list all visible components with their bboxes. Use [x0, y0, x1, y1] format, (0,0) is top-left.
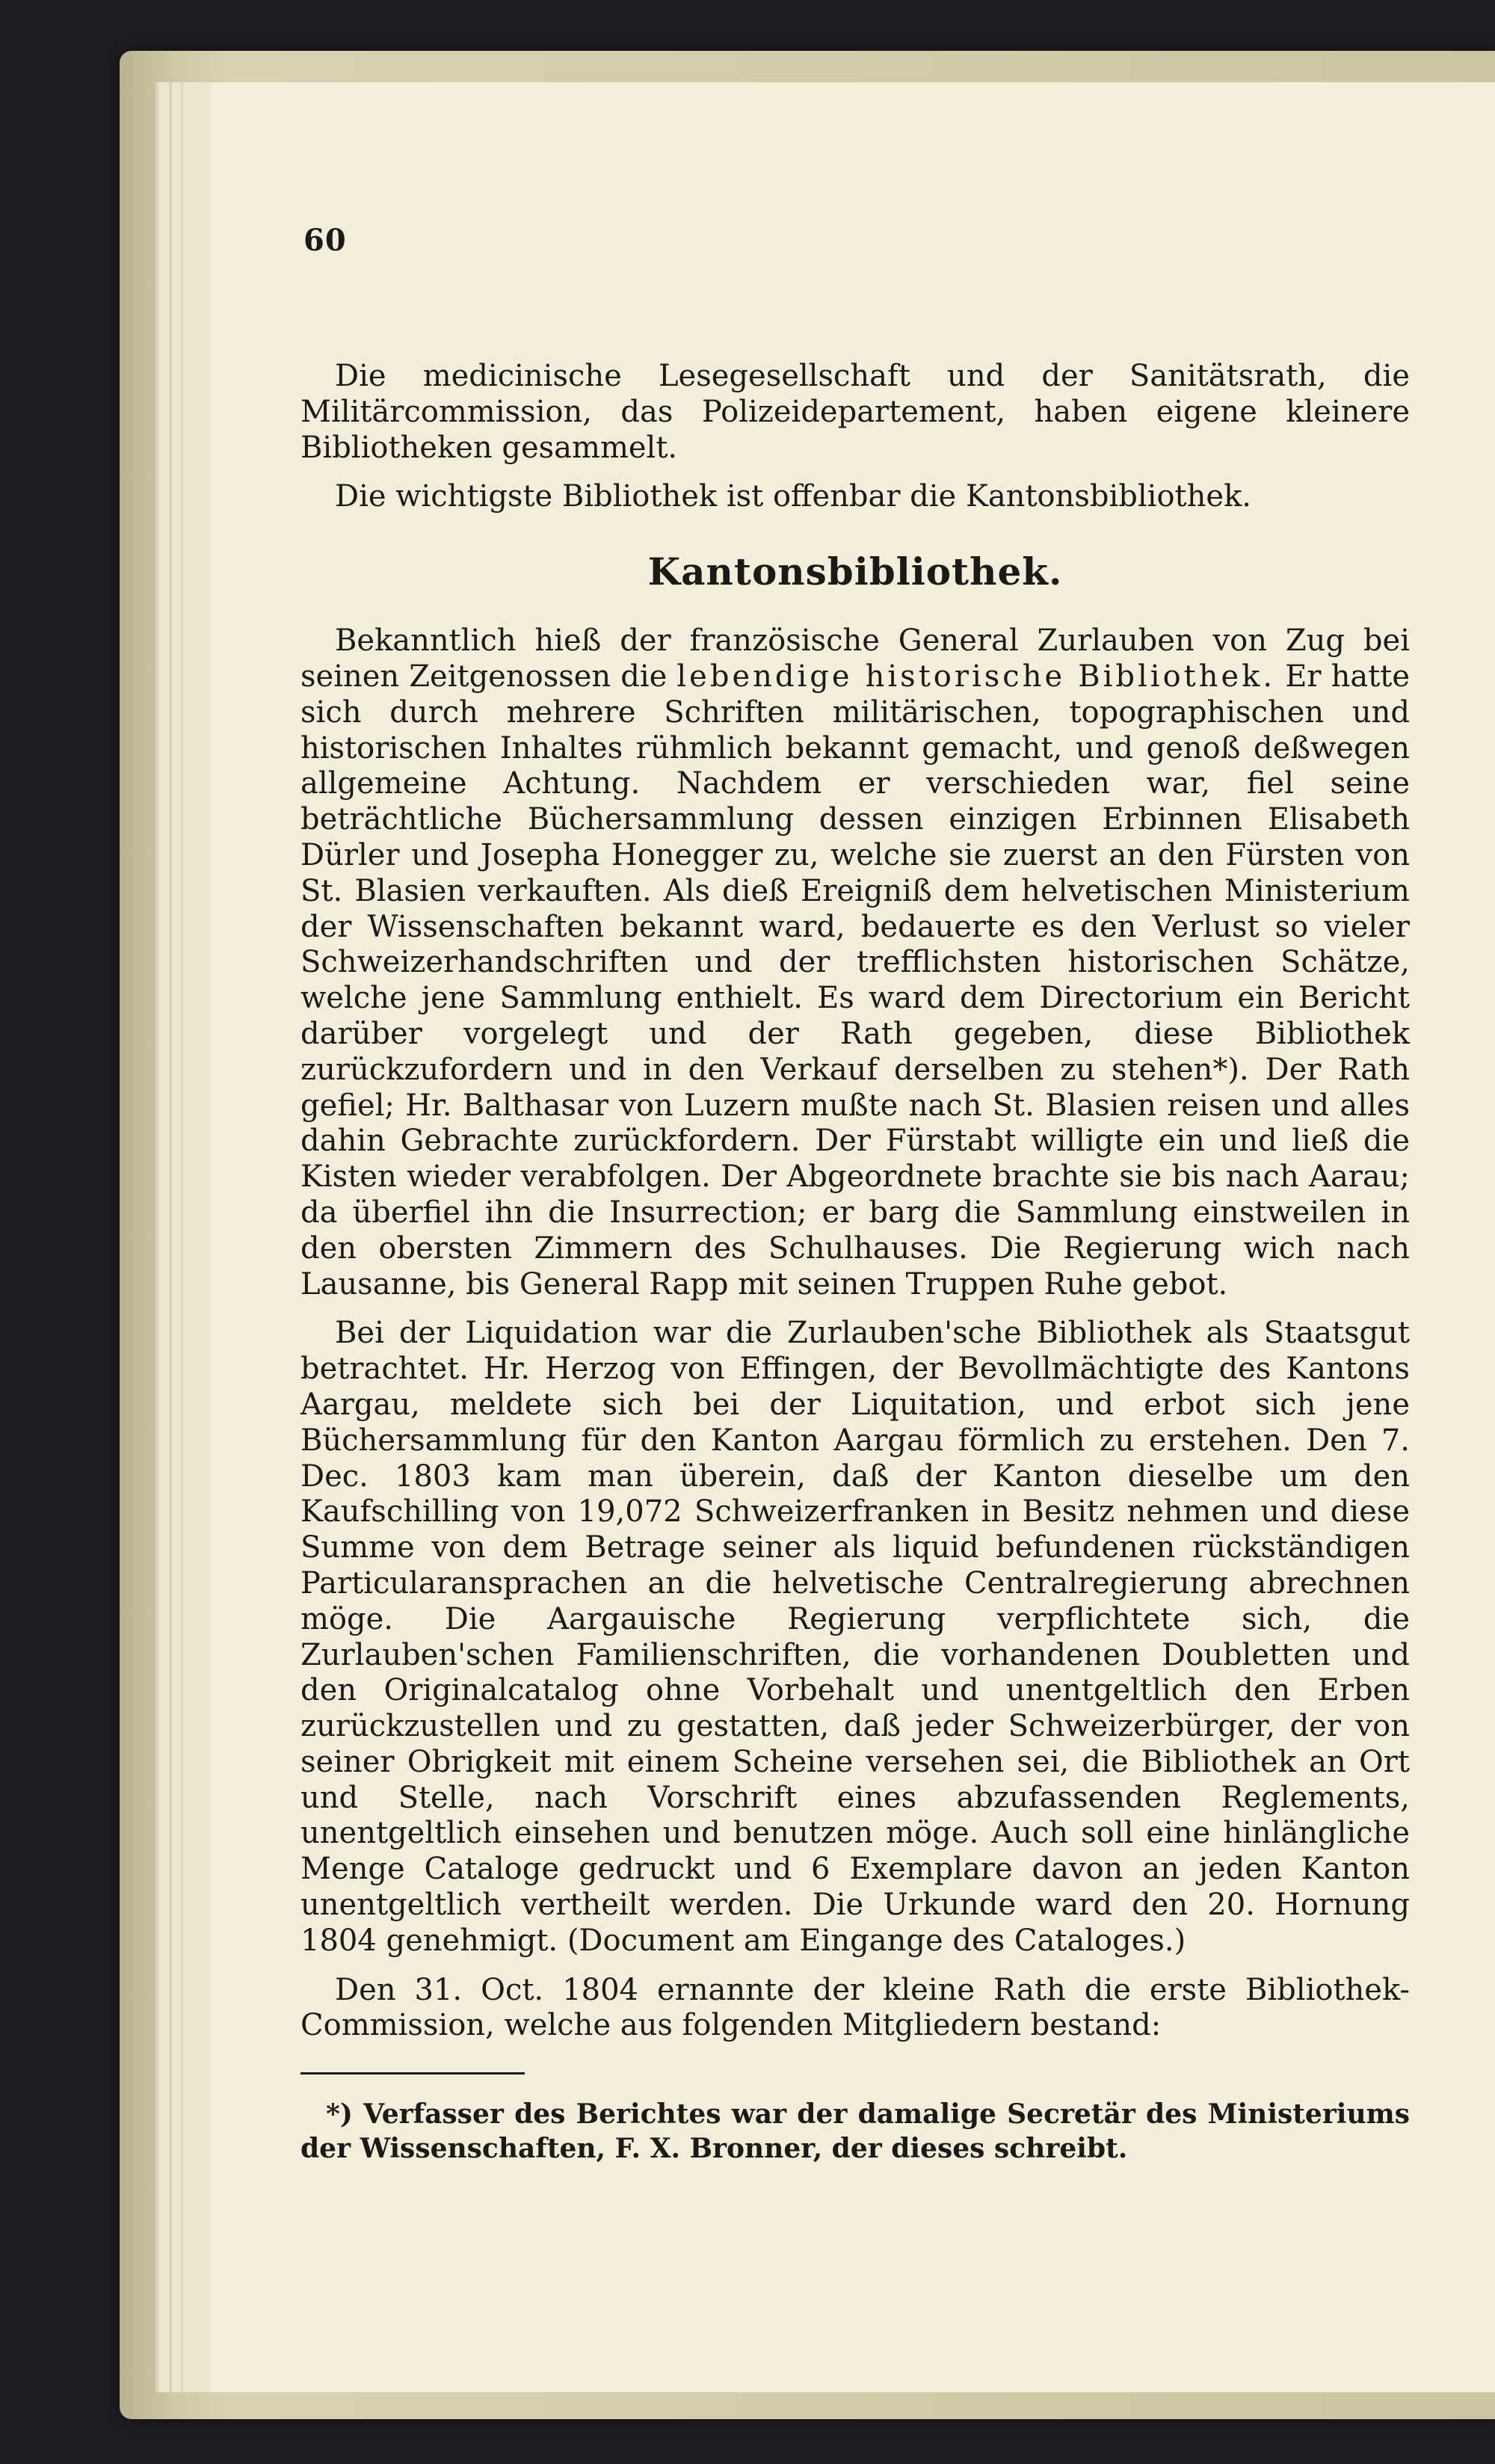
- paragraph: Den 31. Oct. 1804 ernannte der kleine Rath die erste Bibliothek-Commission, welche aus folgenden Mitgliedern bestand:: [300, 1972, 1410, 2043]
- section-heading: Kantonsbibliothek.: [647, 549, 1063, 594]
- emphasis-text: lebendige historische Bibliothek.: [676, 659, 1276, 694]
- footnote-divider: [300, 2072, 525, 2075]
- book-page: [211, 82, 1495, 2392]
- paragraph: [300, 623, 1410, 1302]
- text-column: [300, 217, 1410, 2166]
- footnote: *) Verfasser des Berichtes war der damalige Secretär des Ministeriums der Wissenschaften, F. X. Bronner, der dieses schreibt.: [300, 2098, 1410, 2165]
- text-run: Bekanntlich hieß der französische General Zurlauben von Zug bei seinen Zeitgenossen die: [300, 623, 1410, 694]
- paragraph: Die wichtigste Bibliothek ist offenbar die Kantonsbibliothek.: [335, 479, 1252, 514]
- page-number: 60: [303, 223, 347, 258]
- paragraph: Bei der Liquidation war die Zurlauben'sche Bibliothek als Staatsgut betrachtet. Hr. Herzog von Effingen, der Bevollmächtigte des Kantons Aargau, meldete sich bei der Liquitation, und erbot sich jene Büchersammlung für den Kanton Aargau förmlich zu erstehen. Den 7. Dec. 1803 kam man überein, daß der Kanton dieselbe um den Kaufschilling von 19,072 Schweizerfranken in Besitz nehmen und diese Summe von dem Betrage seiner als liquid befundenen rückständigen Particularansprachen an die helvetische Centralregierung abrechnen möge. Die Aargauische Regierung verpflichtete sich, die Zurlauben'schen Familienschriften, die vorhandenen Doubletten und den Originalcatalog ohne Vorbehalt und unentgeltlich den Erben zurückzustellen und zu gestatten, daß jeder Schweizerbürger, der von seiner Obrigkeit mit einem Scheine versehen sei, die Bibliothek an Ort und Stelle, nach Vorschrift eines abzufassenden Reglements, unentgeltlich einsehen und benutzen möge. Auch soll eine hinlängliche Menge Cataloge gedruckt und 6 Exemplare davon an jeden Kanton unentgeltlich vertheilt werden. Die Urkunde ward den 20. Hornung 1804 genehmigt. (Document am Eingange des Cataloges.): [300, 1316, 1410, 1958]
- text-run: Er hatte sich durch mehrere Schriften militärischen, topographischen und historischen Inhaltes rühmlich bekannt gemacht, und genoß deßwegen allgemeine Achtung. Nachdem er verschieden war, fiel seine beträchtliche Büchersammlung dessen einzigen Erbinnen Elisabeth Dürler und Josepha Honegger zu, welche sie zuerst an den Fürsten von St. Blasien verkauften. Als dieß Ereigniß dem helvetischen Ministerium der Wissenschaften bekannt ward, bedauerte es den Verlust so vieler Schweizerhandschriften und der trefflichsten historischen Schätze, welche jene Sammlung enthielt. Es ward dem Directorium ein Bericht darüber vorgelegt und der Rath gegeben, diese Bibliothek zurückzufordern und in den Verkauf derselben zu stehen*). Der Rath gefiel; Hr. Balthasar von Luzern mußte nach St. Blasien reisen und alles dahin Gebrachte zurückfordern. Der Fürstabt willigte ein und ließ die Kisten wieder verabfolgen. Der Abgeordnete brachte sie bis nach Aarau; da überfiel ihn die Insurrection; er barg die Sammlung einstweilen in den obersten Zimmern des Schulhauses. Die Regierung wich nach Lausanne, bis General Rapp mit seinen Truppen Ruhe gebot.: [300, 659, 1411, 1302]
- paragraph: Die medicinische Lesegesellschaft und der Sanitätsrath, die Militärcommission, das Polizeidepartement, haben eigene kleinere Bibliotheken gesammelt.: [300, 359, 1410, 465]
